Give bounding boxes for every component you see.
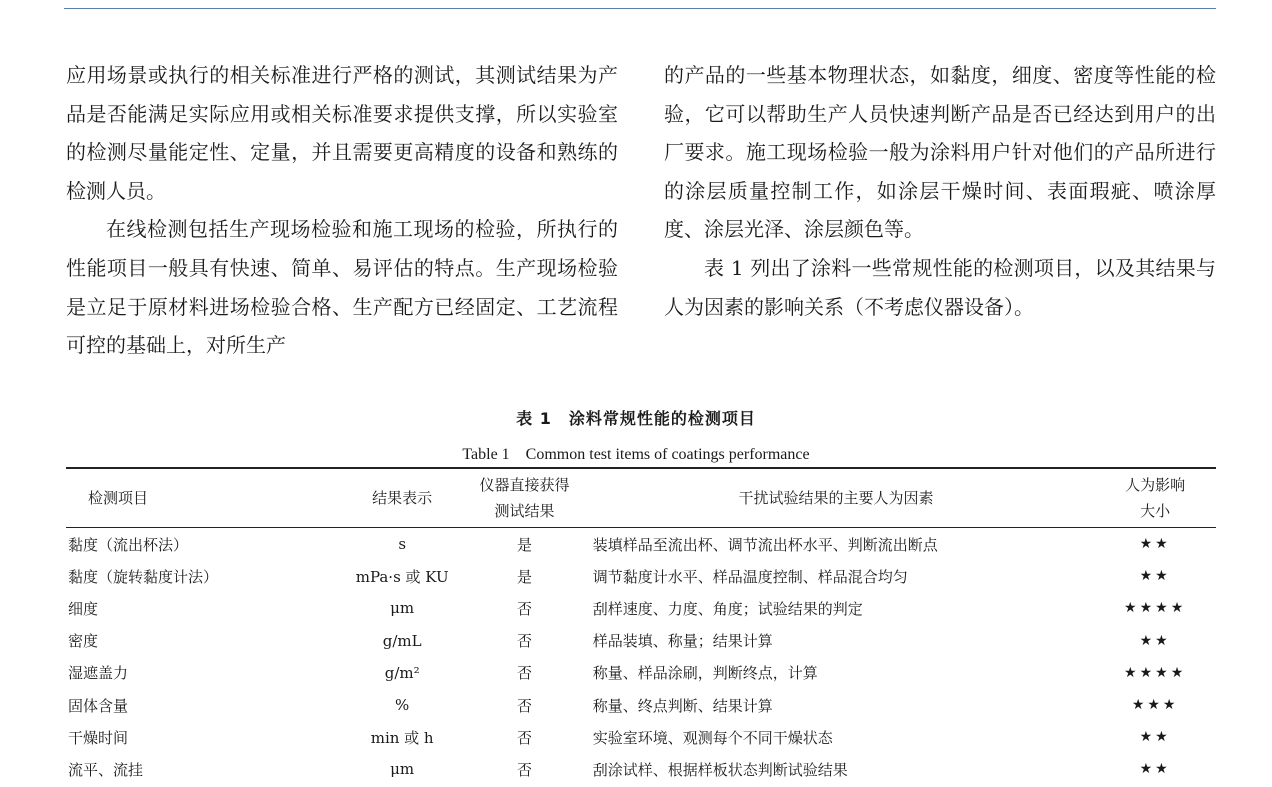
table-row xyxy=(66,753,1216,785)
cell-result: % xyxy=(395,696,410,715)
left-text-column xyxy=(66,56,618,365)
table-row xyxy=(66,625,1216,657)
cell-impact-stars: ★★ xyxy=(1139,568,1171,585)
cell-direct: 否 xyxy=(517,728,533,747)
cell-impact-stars: ★★★ xyxy=(1131,697,1179,714)
table-row xyxy=(66,721,1216,753)
cell-impact-stars: ★★ xyxy=(1139,536,1171,553)
right-text-column xyxy=(664,56,1216,326)
right-paragraph-2: 表 1 列出了涂料一些常规性能的检测项目，以及其结果与人为因素的影响关系（不考虑仪器设备）。 xyxy=(664,255,1216,319)
table-row xyxy=(66,592,1216,624)
cell-direct: 否 xyxy=(517,632,533,651)
header-impact xyxy=(1094,468,1216,528)
cell-factor: 调节黏度计水平、样品温度控制、样品混合均匀 xyxy=(592,567,908,586)
header-impact-line2: 大小 xyxy=(1140,502,1171,520)
cell-direct: 否 xyxy=(517,696,533,715)
table-caption-chinese: 表 1 涂料常规性能的检测项目 xyxy=(516,409,756,428)
cell-factor: 样品装填、称量；结果计算 xyxy=(592,632,773,651)
cell-item: 密度 xyxy=(68,632,99,651)
cell-result: min 或 h xyxy=(370,728,434,747)
header-result: 结果表示 xyxy=(372,489,433,507)
header-direct xyxy=(471,468,577,528)
cell-result: μm xyxy=(390,599,415,618)
table-header-row xyxy=(66,468,1216,528)
cell-factor: 刮涂试样、根据样板状态判断试验结果 xyxy=(592,760,848,779)
cell-result: μm xyxy=(390,760,415,779)
cell-item: 湿遮盖力 xyxy=(68,664,129,683)
cell-impact-stars: ★★ xyxy=(1139,632,1171,649)
header-factor: 干扰试验结果的主要人为因素 xyxy=(738,489,934,507)
cell-direct: 是 xyxy=(517,535,533,554)
cell-direct: 否 xyxy=(517,664,533,683)
table-row xyxy=(66,657,1216,689)
cell-impact-stars: ★★ xyxy=(1139,729,1171,746)
cell-impact-stars: ★★★★ xyxy=(1124,664,1187,681)
test-items-table xyxy=(66,467,1216,786)
cell-impact-stars: ★★ xyxy=(1139,761,1171,778)
header-direct-line2: 测试结果 xyxy=(494,502,555,520)
cell-item: 流平、流挂 xyxy=(68,760,144,779)
cell-factor: 称量、样品涂刷，判断终点，计算 xyxy=(592,664,818,683)
cell-impact-stars: ★★★★ xyxy=(1124,600,1187,617)
cell-result: mPa·s 或 KU xyxy=(355,567,449,586)
table-row xyxy=(66,560,1216,592)
left-paragraph-1: 应用场景或执行的相关标准进行严格的测试，其测试结果为产品是否能满足实际应用或相关标准要求提供支撑，所以实验室的检测尽量能定性、定量，并且需要更高精度的设备和熟练的检测人员。 xyxy=(66,63,618,203)
table-caption-english: Table 1 Common test items of coatings performance xyxy=(462,446,810,463)
cell-item: 黏度（流出杯法） xyxy=(68,535,189,554)
table-row xyxy=(66,528,1216,561)
page-top-rule xyxy=(64,8,1216,9)
cell-direct: 否 xyxy=(517,760,533,779)
cell-result: g/mL xyxy=(382,631,422,650)
cell-item: 黏度（旋转黏度计法） xyxy=(68,567,219,586)
table-row xyxy=(66,689,1216,721)
cell-factor: 实验室环境、观测每个不同干燥状态 xyxy=(592,728,833,747)
cell-item: 干燥时间 xyxy=(68,728,129,747)
header-impact-line1: 人为影响 xyxy=(1125,476,1186,494)
cell-result: g/m² xyxy=(384,663,420,682)
cell-direct: 否 xyxy=(517,599,533,618)
cell-factor: 装填样品至流出杯、调节流出杯水平、判断流出断点 xyxy=(592,535,938,554)
cell-result: s xyxy=(398,535,407,554)
cell-factor: 称量、终点判断、结果计算 xyxy=(592,696,773,715)
right-paragraph-1: 的产品的一些基本物理状态，如黏度，细度、密度等性能的检验，它可以帮助生产人员快速判断产品是否已经达到用户的出厂要求。施工现场检验一般为涂料用户针对他们的产品所进行的涂层质量控制工作，如涂层干燥时间、表面瑕疵、喷涂厚度、涂层光泽、涂层颜色等。 xyxy=(664,63,1216,242)
cell-factor: 刮样速度、力度、角度；试验结果的判定 xyxy=(592,599,863,618)
cell-item: 固体含量 xyxy=(68,696,129,715)
cell-direct: 是 xyxy=(517,567,533,586)
header-direct-line1: 仪器直接获得 xyxy=(479,476,570,494)
cell-item: 细度 xyxy=(68,599,99,618)
header-item: 检测项目 xyxy=(88,489,149,507)
left-paragraph-2: 在线检测包括生产现场检验和施工现场的检验，所执行的性能项目一般具有快速、简单、易评估的特点。生产现场检验是立足于原材料进场检验合格、生产配方已经固定、工艺流程可控的基础上，对所生产 xyxy=(66,217,618,358)
